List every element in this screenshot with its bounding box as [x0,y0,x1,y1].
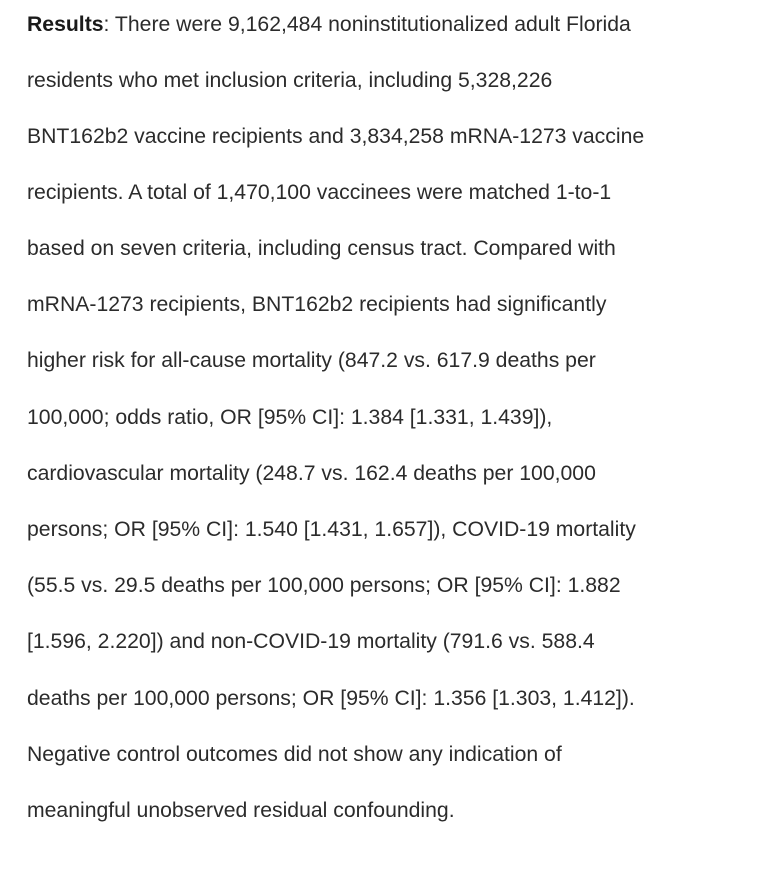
results-heading: Results [27,13,104,36]
text-line-14: Negative control outcomes did not show any indication of [27,743,562,766]
text-line-9: cardiovascular mortality (248.7 vs. 162.4 deaths per 100,000 [27,462,596,485]
text-line-4: recipients. A total of 1,470,100 vaccinees were matched 1-to-1 [27,181,612,204]
text-line-3: BNT162b2 vaccine recipients and 3,834,258 mRNA-1273 vaccine [27,125,645,148]
text-line-10: persons; OR [95% CI]: 1.540 [1.431, 1.657]), COVID-19 mortality [27,518,636,541]
results-first-line: : There were 9,162,484 noninstitutionalized adult Florida [103,13,631,36]
text-line-1 [27,12,631,38]
text-line-11: (55.5 vs. 29.5 deaths per 100,000 persons; OR [95% CI]: 1.882 [27,574,621,597]
text-line-2: residents who met inclusion criteria, including 5,328,226 [27,69,553,92]
text-line-6: mRNA-1273 recipients, BNT162b2 recipients had significantly [27,293,607,316]
text-line-7: higher risk for all-cause mortality (847.2 vs. 617.9 deaths per [27,349,596,372]
text-line-13: deaths per 100,000 persons; OR [95% CI]: 1.356 [1.303, 1.412]). [27,687,635,710]
text-line-8: 100,000; odds ratio, OR [95% CI]: 1.384 [1.331, 1.439]), [27,406,553,429]
text-line-15: meaningful unobserved residual confounding. [27,799,455,822]
text-line-12: [1.596, 2.220]) and non-COVID-19 mortality (791.6 vs. 588.4 [27,630,595,653]
text-line-5: based on seven criteria, including census tract. Compared with [27,237,616,260]
